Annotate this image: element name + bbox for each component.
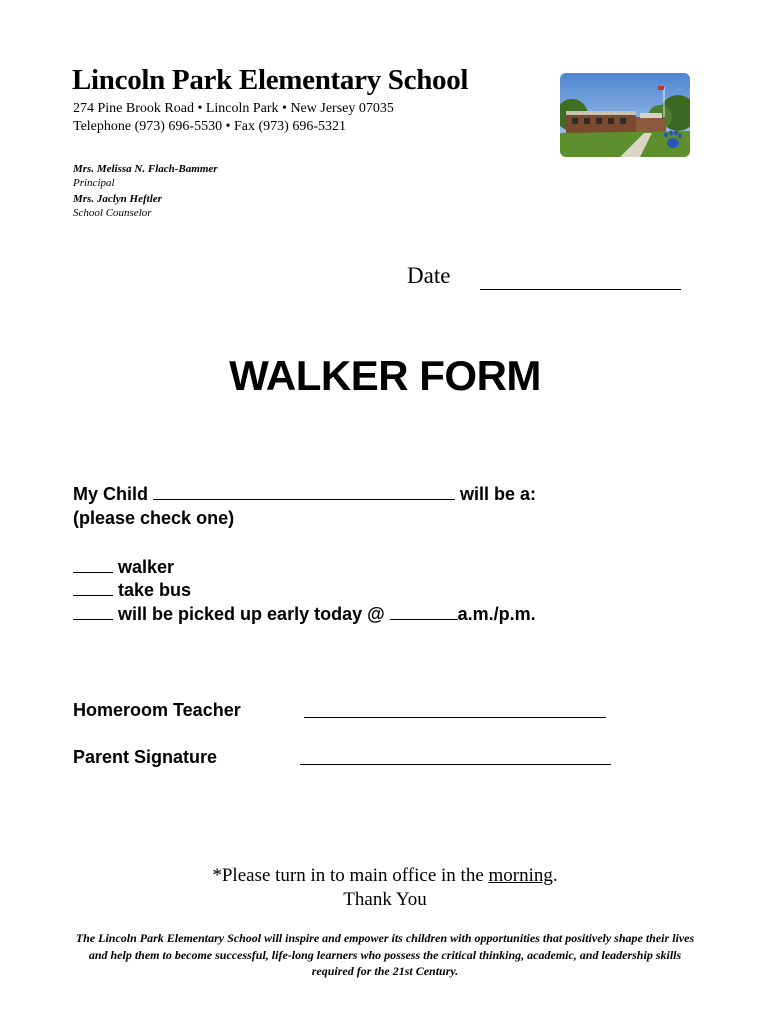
option-take-bus [73, 580, 191, 601]
option-walker [73, 557, 174, 578]
option-early-pickup [73, 604, 536, 625]
school-name: Lincoln Park Elementary School [72, 64, 469, 96]
school-address: 274 Pine Brook Road • Lincoln Park • New Jersey 07035 [73, 101, 394, 116]
walker-checkbox[interactable] [73, 558, 113, 573]
date-label: Date [407, 263, 451, 288]
early-pickup-checkbox[interactable] [73, 605, 113, 620]
pickup-time-field[interactable] [390, 605, 458, 620]
counselor-title: School Counselor [73, 207, 152, 219]
date-field[interactable] [480, 289, 681, 290]
pickup-time-suffix: a.m./p.m. [457, 604, 536, 624]
check-one-instruction: (please check one) [73, 508, 235, 528]
school-building-photo [560, 73, 690, 157]
turn-in-note [0, 865, 770, 887]
principal-name: Mrs. Melissa N. Flach-Bammer [73, 163, 218, 175]
turn-in-note-morning: morning [488, 865, 553, 886]
school-phone-fax: Telephone (973) 696-5530 • Fax (973) 696-5321 [73, 119, 346, 134]
take-bus-label: take bus [118, 580, 192, 600]
take-bus-checkbox[interactable] [73, 581, 113, 596]
form-title: WALKER FORM [229, 352, 541, 399]
mission-statement: The Lincoln Park Elementary School will inspire and empower its children with opportunities that positively shape their lives and help them to become successful, life-long learners who possess the critical thinking, academic, and leadership skills required for the 21st Century. [75, 931, 695, 978]
homeroom-teacher-label: Homeroom Teacher [73, 700, 241, 720]
turn-in-note-end: . [552, 865, 558, 886]
child-name-row [73, 484, 536, 505]
will-be-label: will be a: [460, 484, 537, 504]
walker-label: walker [118, 557, 175, 577]
child-name-field[interactable] [153, 485, 455, 500]
parent-signature-label: Parent Signature [73, 747, 218, 767]
turn-in-note-text: *Please turn in to main office in the [212, 865, 489, 886]
early-pickup-label: will be picked up early today @ [118, 604, 385, 624]
homeroom-teacher-field[interactable] [304, 717, 606, 718]
principal-title: Principal [73, 177, 115, 189]
thank-you: Thank You [343, 889, 427, 910]
parent-signature-field[interactable] [300, 764, 611, 765]
child-name-label: My Child [73, 484, 148, 504]
counselor-name: Mrs. Jaclyn Heftler [73, 193, 162, 205]
